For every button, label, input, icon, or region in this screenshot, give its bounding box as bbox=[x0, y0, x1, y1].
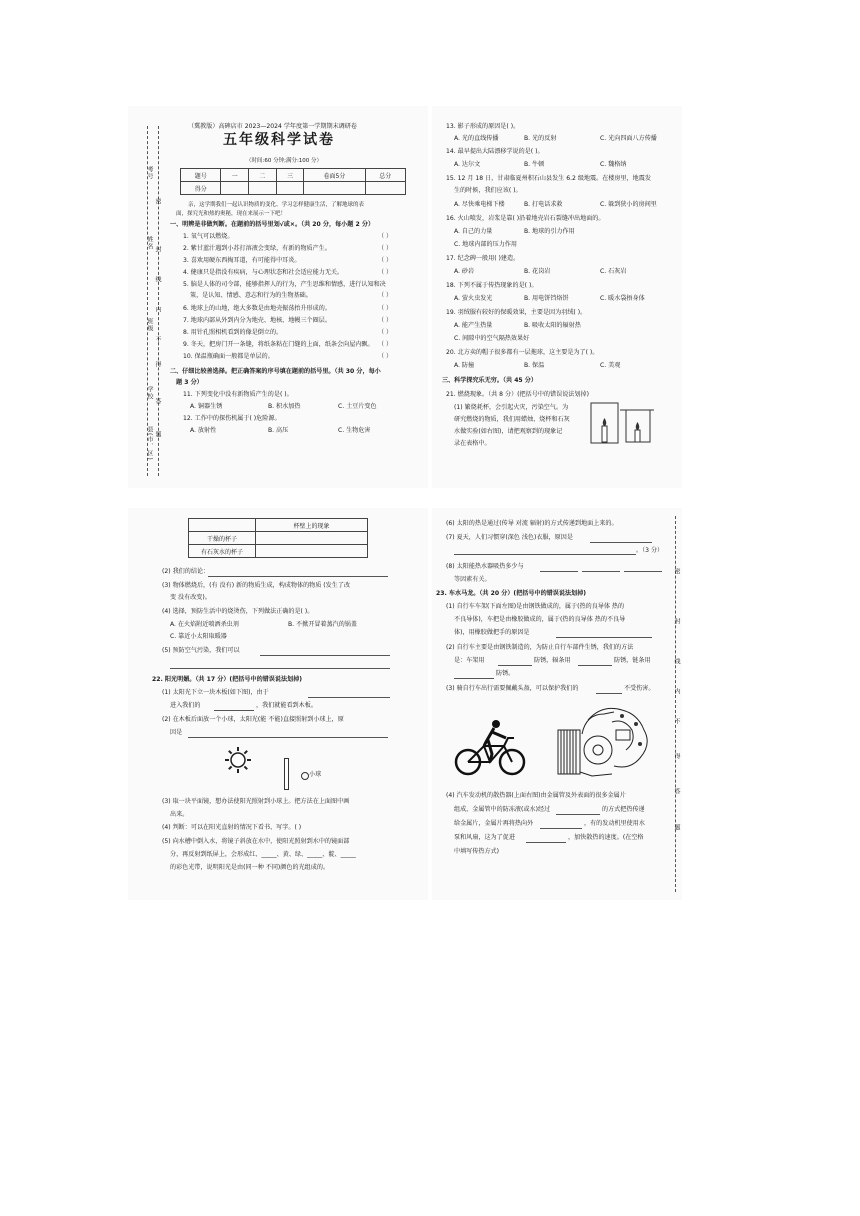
question-item: 4. 健康只是指没有疾病，与心理状态和社会适应能力无关。 bbox=[183, 269, 344, 276]
margin-label-bu: 不 bbox=[154, 336, 161, 343]
q23-4-cont: 给金属片，金属片再将热向外 bbox=[454, 820, 534, 827]
table-row-label: 干燥的杯子 bbox=[189, 532, 256, 545]
option-a[interactable]: A. 自己的力量 bbox=[454, 228, 493, 235]
q23-1: (1) 自行车车架(下面左图)是由钢铁做成的，属于(热的良导体 热的 bbox=[446, 603, 625, 610]
option-b[interactable]: B. 不掀开冒着蒸汽的锅盖 bbox=[288, 621, 357, 628]
question-item: 3. 喜欢用硬东西掏耳道，有可能得中耳炎。 bbox=[183, 257, 301, 264]
q22-3-cont: 出来。 bbox=[170, 811, 189, 818]
question-item: 10. 保温瓶确面一般都是单层的。 bbox=[183, 353, 274, 360]
page-title: 五年级科学试卷 bbox=[223, 132, 335, 148]
observation-table bbox=[188, 518, 368, 558]
answer-paren[interactable]: （ ） bbox=[378, 317, 393, 324]
option-c[interactable]: C. 生物危害 bbox=[338, 427, 371, 434]
option-c[interactable]: C. 魏格纳 bbox=[600, 161, 627, 168]
question-18: 18. 下列不属于传热现象的是( )。 bbox=[446, 282, 538, 289]
q23-4: (4) 汽车发动机的散热器(上面右图)由金属管及外表面的很多金属片 bbox=[446, 792, 626, 799]
option-a[interactable]: A. 砂岩 bbox=[454, 268, 475, 275]
option-a[interactable]: A. 在火焰附近喷洒杀虫剂 bbox=[170, 621, 239, 628]
q22-1-cont: 进入我们的 bbox=[170, 702, 201, 709]
q22-8: (8) 太阳能热水器吸热多少与 bbox=[446, 563, 524, 570]
question-item: 9. 冬天，把房门开一条缝，将纸条粘在门缝的上面，纸条会向屋内飘。 bbox=[183, 341, 374, 348]
option-a[interactable]: A. 达尔文 bbox=[454, 161, 481, 168]
option-b[interactable]: B. 用电饼铛烙饼 bbox=[524, 295, 569, 302]
margin-label-nei: 内 bbox=[673, 688, 680, 695]
q21-conclusion: (2) 我们的结论： bbox=[162, 568, 210, 575]
question-item: 2. 紫甘蓝汁遇到小苏打溶液会变绿，有新的物质产生。 bbox=[183, 245, 331, 252]
margin-label-kaohao: 考号 bbox=[146, 166, 153, 180]
question-13: 13. 影子形成的原因是( )。 bbox=[446, 123, 520, 130]
question-21-text: 水做实验(如右图)，请把观察到的现象记 bbox=[454, 428, 563, 435]
answer-paren[interactable]: （ ） bbox=[378, 269, 393, 276]
q22-6: (6) 太阳的热是通过(传导 对流 辐射)的方式传递到地面上来的。 bbox=[446, 520, 618, 527]
score-input[interactable] bbox=[276, 182, 304, 195]
question-16: 16. 火山喷发，岩浆是靠( )沿着地壳岩石裂缝冲出地面的。 bbox=[446, 215, 605, 222]
question-21-title: 21. 燃烧现象。（共 8 分）(把括号中的错误说法划掉) bbox=[446, 391, 589, 398]
intro-line: 亲，这学期我们一起认识物质的变化、学习怎样健康生活，了解地球的表 bbox=[188, 202, 365, 208]
table-row-label: 有石灰水的杯子 bbox=[189, 545, 256, 558]
q22-4: (4) 判断：可以在阳光直射的情况下看书、写字。( ) bbox=[162, 824, 302, 831]
question-21-text: (1) 繁烧耗杯，会引起火灾，污染空气。为 bbox=[454, 404, 569, 411]
answer-paren[interactable]: （ ） bbox=[378, 353, 393, 360]
radiator-illustration bbox=[552, 700, 662, 780]
observation-input[interactable] bbox=[256, 532, 368, 545]
question-item: 1. 氧气可以燃烧。 bbox=[183, 233, 234, 240]
margin-label-nei: 内 bbox=[154, 306, 161, 313]
answer-line[interactable] bbox=[578, 665, 612, 666]
q23-2-cont: 是：车架用 bbox=[454, 657, 485, 664]
option-c[interactable]: C. 石灰岩 bbox=[600, 268, 627, 275]
answer-line[interactable] bbox=[582, 571, 620, 572]
answer-line[interactable] bbox=[454, 554, 636, 555]
option-b[interactable]: B. 花岗岩 bbox=[524, 268, 551, 275]
option-c[interactable]: C. 土豆片变色 bbox=[338, 403, 377, 410]
q22-5-cont: 的彩色光带，说明阳光是由(同一种 不同)颜色的光组成的。 bbox=[170, 864, 330, 871]
option-a[interactable]: A. 放射性 bbox=[190, 427, 217, 434]
answer-line[interactable] bbox=[526, 842, 566, 843]
option-c[interactable]: C. 美观 bbox=[600, 362, 621, 369]
question-item: 策，是认知、情感、意志和行为的生物基础。 bbox=[190, 292, 312, 299]
question-17: 17. 纪念碑一般用( )建造。 bbox=[446, 255, 520, 262]
section-3-title: 三、科学探究乐无穷。（共 45 分） bbox=[442, 377, 537, 384]
question-15: 15. 12 月 18 日，甘肃临夏州积石山县发生 6.2 级地震。在楼房里，地震发 bbox=[446, 175, 651, 182]
question-21-text: 录在表格中。 bbox=[454, 440, 491, 447]
margin-label-name: 姓名 bbox=[146, 236, 153, 250]
q23-4-cont: ，加快散热的速度。(在空格 bbox=[568, 834, 644, 841]
ball-label: 小球 bbox=[309, 771, 322, 778]
answer-paren[interactable]: （ ） bbox=[378, 341, 393, 348]
option-c[interactable]: C. 暖水袋捂身体 bbox=[600, 295, 645, 302]
section-1-title: 一、明辨是非做判断。在题前的括号里划√或×。（共 20 分，每小题 2 分） bbox=[170, 221, 375, 228]
table-header bbox=[189, 519, 256, 532]
question-11: 11. 下列变化中没有新物质产生的是( )。 bbox=[183, 391, 293, 398]
answer-line[interactable] bbox=[208, 576, 388, 577]
margin-label-de: 得 bbox=[673, 753, 680, 760]
q22-7-points: 。（3 分） bbox=[636, 547, 664, 554]
q21-3-cont: 变 没有改变)。 bbox=[170, 594, 211, 601]
option-b[interactable]: B. 高压 bbox=[268, 427, 289, 434]
option-b[interactable]: B. 吸收太阳的辐射热 bbox=[524, 322, 581, 329]
candle-beaker-illustration bbox=[590, 402, 656, 446]
answer-paren[interactable]: （ ） bbox=[378, 257, 393, 264]
margin-label-de: 得 bbox=[154, 361, 161, 368]
question-item: 8. 用针孔照相机看到的像是倒立的。 bbox=[183, 329, 283, 336]
q23-3: (3) 骑自行车出行需要佩戴头盔，可以保护我们的 bbox=[446, 685, 579, 692]
margin-label-mi: 密 bbox=[154, 198, 161, 205]
question-item: 5. 脑是人体的司令部，能够指挥人的行为，产生思维和情感，进行认知和决 bbox=[183, 281, 386, 288]
q23-2-cont: 防锈，辐条用 bbox=[534, 657, 571, 664]
option-b[interactable]: B. 保温 bbox=[524, 362, 545, 369]
q21-4: (4) 选择，预防生活中的烧烫伤，下列做法正确的是( )。 bbox=[162, 608, 314, 615]
q23-2-cont: 防锈。 bbox=[496, 670, 515, 677]
observation-input[interactable] bbox=[256, 545, 368, 558]
score-cell: 一 bbox=[221, 169, 249, 182]
q23-1-cont: 不良导体)，车把是由橡胶做成的，属于(热的良导体 热的不良导 bbox=[454, 616, 626, 623]
answer-line[interactable] bbox=[454, 678, 494, 679]
margin-label-class: 班级 bbox=[146, 318, 153, 332]
score-table bbox=[180, 168, 406, 195]
question-item: 7. 地球内部从外到内分为地壳、地核、地幔三个圈层。 bbox=[183, 317, 331, 324]
q23-4-cont: 泵和风扇，这为了促进 bbox=[454, 834, 515, 841]
option-b[interactable]: B. 地球的引力作用 bbox=[524, 228, 575, 235]
margin-label-da: 答 bbox=[673, 788, 680, 795]
q23-4-cont: ，有的发动机里使用水 bbox=[584, 820, 645, 827]
binding-line bbox=[158, 126, 159, 476]
option-c[interactable]: C. 地球内部的压力作用 bbox=[454, 241, 517, 248]
option-b[interactable]: B. 积水加热 bbox=[268, 403, 301, 410]
question-23-title: 23. 车水马龙。（共 20 分）(把括号中的错误说法划掉) bbox=[436, 590, 587, 597]
option-a[interactable]: A. 光的直线传播 bbox=[454, 135, 499, 142]
answer-line[interactable] bbox=[540, 571, 578, 572]
margin-label-bu: 不 bbox=[673, 718, 680, 725]
margin-label-xian: 线 bbox=[154, 276, 161, 283]
q23-3-cont: 不受伤害。 bbox=[624, 685, 655, 692]
q22-2: (2) 在木板后面放一个小球，太阳光(能 不能)直接照射到小球上，原 bbox=[162, 716, 344, 723]
margin-label-ti: 题 bbox=[154, 431, 161, 438]
question-22-title: 22. 阳光明媚。（共 17 分）(把括号中的错误说法划掉) bbox=[152, 676, 303, 683]
q22-5-cont: 分，再反射到纸屏上，会形成红、_____、黄、绿、_____、靛、_____ bbox=[170, 851, 356, 858]
answer-line[interactable] bbox=[498, 665, 532, 666]
option-a[interactable]: A. 防撞 bbox=[454, 362, 475, 369]
margin-label-da: 答 bbox=[154, 398, 161, 405]
table-header: 杯壁上的现象 bbox=[256, 519, 368, 532]
score-cell: 卷面5分 bbox=[304, 169, 365, 182]
option-c[interactable]: C. 靠近小太阳取暖器 bbox=[170, 633, 227, 640]
answer-line[interactable] bbox=[214, 710, 254, 711]
section-2-title: 二、仔细比较善选择。把正确答案的序号填在题前的括号里。（共 30 分，每小 bbox=[170, 368, 381, 375]
question-15-cont: 生的时候，我们应该( )。 bbox=[454, 187, 522, 194]
option-c[interactable]: C. 躲到狭小的房间里 bbox=[600, 201, 657, 208]
margin-label-county: 县(市、区) bbox=[146, 426, 153, 461]
margin-label-feng: 封 bbox=[673, 618, 680, 625]
answer-line[interactable] bbox=[260, 655, 390, 656]
answer-line[interactable] bbox=[556, 814, 600, 815]
option-b[interactable]: B. 牛顿 bbox=[524, 161, 545, 168]
question-19: 19. 羽绒服有较好的保暖效果，主要是因为羽绒( )。 bbox=[446, 309, 587, 316]
score-cell: 得分 bbox=[181, 182, 221, 195]
option-a[interactable]: A. 萤火虫发光 bbox=[454, 295, 493, 302]
q21-3: (3) 物体燃烧后，(有 没有) 新的物质生成，构成物体的物质 (发生了改 bbox=[162, 582, 351, 589]
q22-1: (1) 太阳光下立一块木板(如下图)，由于 bbox=[162, 689, 269, 696]
option-c[interactable]: C. 间隙中的空气隔热效果好 bbox=[454, 335, 530, 342]
question-14: 14. 最早提出大陆漂移学说的是( )。 bbox=[446, 148, 544, 155]
option-c[interactable]: C. 光向四面八方传播 bbox=[600, 135, 657, 142]
answer-line[interactable] bbox=[590, 542, 652, 543]
answer-paren[interactable]: （ ） bbox=[378, 233, 393, 240]
option-a[interactable]: A. 尽快乘电梯下楼 bbox=[454, 201, 505, 208]
margin-label-ti: 题 bbox=[673, 824, 680, 831]
answer-paren[interactable]: （ ） bbox=[378, 329, 393, 336]
answer-line[interactable] bbox=[170, 668, 390, 669]
exam-meta: （时间:60 分钟;满分:100 分） bbox=[246, 158, 323, 164]
option-b[interactable]: B. 光的反射 bbox=[524, 135, 557, 142]
q22-8-cont: 等因素有关。 bbox=[454, 576, 491, 583]
margin-label-school: 学校 bbox=[146, 386, 153, 400]
option-b[interactable]: B. 打电话求救 bbox=[524, 201, 563, 208]
ball-icon bbox=[301, 772, 309, 780]
question-21-text: 研究燃烧的物质，我们用蜡烛、烧杯和石灰 bbox=[454, 416, 570, 423]
margin-label-feng: 封 bbox=[154, 246, 161, 253]
answer-paren[interactable]: （ ） bbox=[378, 292, 393, 299]
margin-label-mi: 密 bbox=[673, 568, 680, 575]
exam-header: （冀教版）高碑店市 2023—2024 学年度第一学期期末调研卷 bbox=[188, 123, 357, 130]
q23-4-cont: 的方式把热传递 bbox=[602, 806, 645, 813]
score-cell: 三 bbox=[276, 169, 304, 182]
score-input[interactable] bbox=[249, 182, 277, 195]
score-cell: 二 bbox=[249, 169, 277, 182]
q22-3: (3) 取一块平面镜，想办法使阳光照射到小球上。把方法在上面图中画 bbox=[162, 798, 350, 805]
answer-line[interactable] bbox=[596, 693, 622, 694]
score-input[interactable] bbox=[221, 182, 249, 195]
answer-paren[interactable]: （ ） bbox=[378, 305, 393, 312]
sun-icon bbox=[224, 746, 252, 774]
answer-line[interactable] bbox=[624, 571, 662, 572]
score-input[interactable] bbox=[304, 182, 365, 195]
answer-line[interactable] bbox=[188, 737, 388, 738]
page-4 bbox=[432, 508, 682, 900]
score-cell: 总分 bbox=[365, 169, 405, 182]
wooden-board bbox=[284, 758, 289, 790]
q23-1-cont: 体)，用橡胶做把手的原因是 bbox=[454, 629, 530, 636]
q23-4-cont: 组成，金属管中的防冻液(或水)经过 bbox=[454, 806, 551, 813]
q22-2-cont: 因是 bbox=[170, 729, 183, 736]
option-a[interactable]: A. 铜器生锈 bbox=[190, 403, 223, 410]
cyclist-illustration bbox=[454, 718, 526, 778]
page-3 bbox=[128, 508, 428, 900]
q23-2: (2) 自行车主要是由钢铁制造的，为防止自行车部件生锈，我们的方法 bbox=[446, 644, 634, 651]
page-2 bbox=[432, 106, 682, 488]
score-cell: 题号 bbox=[181, 169, 221, 182]
intro-line: 面，探究光和热的奥秘，现在来展示一下吧！ bbox=[176, 211, 287, 217]
option-a[interactable]: A. 能产生热量 bbox=[454, 322, 493, 329]
q22-5: (5) 向水槽中倒入水，将镜子斜放在水中，使阳光照射到水中的镜面部 bbox=[162, 838, 350, 845]
q23-2-cont: 防锈，链条用 bbox=[614, 657, 651, 664]
question-20: 20. 北方卖的帽子很多都有一层拖球，这主要是为了( )。 bbox=[446, 349, 599, 356]
q23-4-cont: 中填写传热方式) bbox=[454, 848, 500, 855]
question-12: 12. 工作中的探伤机属于( )危险源。 bbox=[183, 415, 281, 422]
answer-paren[interactable]: （ ） bbox=[378, 245, 393, 252]
answer-line[interactable] bbox=[308, 697, 390, 698]
q22-7: (7) 夏天，人们习惯穿(深色 浅色)衣服，原因是 bbox=[446, 534, 573, 541]
page-1 bbox=[128, 106, 428, 488]
section-2-sub: 题 3 分） bbox=[176, 379, 203, 386]
answer-line[interactable] bbox=[540, 828, 582, 829]
q22-1-cont: ，我们就能看到木板。 bbox=[256, 702, 317, 709]
q21-5: (5) 预防空气污染，我们可以 bbox=[162, 647, 240, 654]
answer-line[interactable] bbox=[556, 637, 652, 638]
margin-label-xian: 线 bbox=[673, 658, 680, 665]
question-item: 6. 地球上的山地，绝大多数是由地壳振荡抬升形成的。 bbox=[183, 305, 331, 312]
score-input[interactable] bbox=[365, 182, 405, 195]
